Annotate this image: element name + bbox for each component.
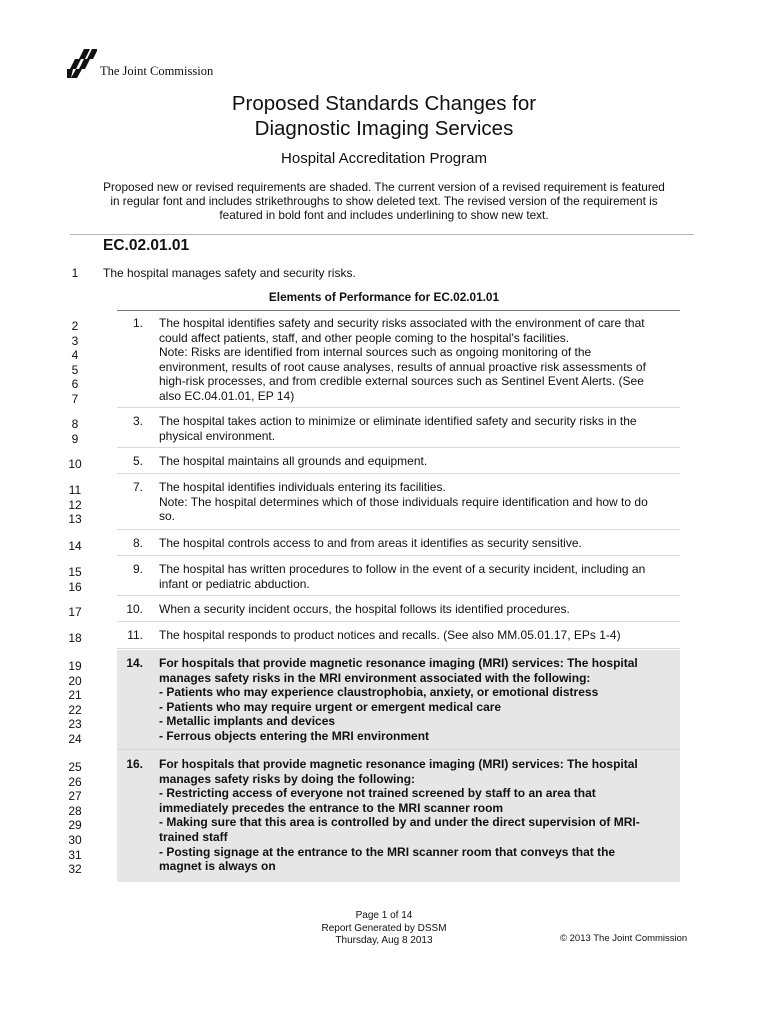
eop-text	[159, 628, 671, 643]
eop-text-line: manages safety risks by doing the following:	[159, 771, 416, 786]
eop-text	[159, 562, 671, 591]
program-subtitle: Hospital Accreditation Program	[281, 150, 487, 167]
eop-number: 1.	[132, 316, 143, 330]
line-number: 12	[68, 497, 82, 512]
eop-text	[159, 454, 671, 469]
line-number: 7	[71, 391, 79, 406]
eop-text	[159, 602, 671, 617]
eop-row-divider	[117, 529, 680, 530]
eop-text-line: so.	[159, 509, 176, 524]
line-numbers	[62, 539, 88, 554]
eop-text-line: manages safety risks in the MRI environment associated with the following:	[159, 670, 591, 685]
eop-row-divider	[117, 407, 680, 408]
page-number: Page 1 of 14	[355, 910, 413, 921]
eop-text-line: When a security incident occurs, the hospital follows its identified procedures.	[159, 602, 570, 616]
line-number: 2	[71, 319, 79, 333]
eop-text-line: - Restricting access of everyone not trained screened by staff to an area that	[159, 786, 596, 801]
eop-text-line: The hospital takes action to minimize or eliminate identified safety and security risks in the	[159, 414, 637, 428]
line-number: 14	[68, 539, 82, 553]
intro-line-3: featured in bold font and includes underlining to show new text.	[219, 208, 549, 223]
eop-text-line: - Ferrous objects entering the MRI environment	[159, 728, 430, 743]
eop-row-divider	[117, 473, 680, 474]
eop-text-line: high-risk processes, and from credible external sources such as Sentinel Event Alerts. (See	[159, 374, 644, 389]
eop-text-line: - Patients who may experience claustrophobia, anxiety, or emotional distress	[159, 685, 599, 700]
report-generated: Report Generated by DSSM	[321, 922, 447, 934]
line-number: 8	[71, 417, 79, 431]
eop-number: 7.	[132, 480, 143, 494]
eop-text-line: magnet is always on	[159, 859, 276, 874]
eop-row-divider	[117, 595, 680, 596]
line-number: 1	[71, 266, 79, 280]
intro-paragraph	[80, 180, 688, 223]
eop-number: 9.	[132, 562, 143, 576]
line-number: 18	[68, 631, 82, 645]
line-numbers	[62, 319, 88, 407]
eop-text	[159, 536, 671, 551]
eop-text-line: The hospital has written procedures to follow in the event of a security incident, including an	[159, 562, 646, 576]
copyright: © 2013 The Joint Commission	[560, 933, 688, 944]
line-number: 9	[71, 431, 79, 446]
line-number: 24	[68, 731, 82, 746]
line-number: 31	[68, 847, 82, 862]
eop-text-line: trained staff	[159, 829, 228, 844]
joint-commission-logo	[67, 49, 213, 79]
eop-text-line: For hospitals that provide magnetic resonance imaging (MRI) services: The hospital	[159, 656, 638, 670]
header-divider	[70, 234, 694, 235]
eop-text-line: The hospital controls access to and from areas it identifies as security sensitive.	[159, 536, 582, 550]
eop-text	[159, 656, 671, 744]
line-number: 13	[68, 512, 82, 527]
line-number: 29	[68, 818, 82, 833]
eop-row-divider	[117, 447, 680, 448]
line-numbers	[62, 760, 88, 877]
eop-row-divider	[117, 555, 680, 556]
eop-text	[159, 480, 671, 524]
line-number: 27	[68, 789, 82, 804]
eop-row-divider	[117, 621, 680, 622]
eop-text-line: - Patients who may require urgent or emergent medical care	[159, 699, 502, 714]
line-number: 6	[71, 377, 79, 392]
page-title	[0, 91, 768, 141]
line-number: 23	[68, 717, 82, 732]
logo-text: The Joint Commission	[100, 64, 214, 78]
eop-number: 11.	[127, 628, 143, 642]
line-number: 4	[71, 348, 79, 363]
eop-text-line: For hospitals that provide magnetic resonance imaging (MRI) services: The hospital	[159, 757, 638, 771]
line-number: 21	[68, 688, 82, 703]
title-line-2: Diagnostic Imaging Services	[254, 117, 514, 140]
title-line-1: Proposed Standards Changes for	[231, 92, 537, 115]
line-numbers	[62, 659, 88, 747]
eop-text-line: could affect patients, staff, and other people coming to the hospital's facilities.	[159, 330, 570, 345]
eop-text-line: physical environment.	[159, 428, 276, 443]
eop-text-line: - Making sure that this area is controlled by and under the direct supervision of MRI-	[159, 815, 640, 830]
line-numbers	[62, 605, 88, 620]
eop-title: Elements of Performance for EC.02.01.01	[268, 290, 500, 304]
line-number: 22	[68, 702, 82, 717]
eop-number: 3.	[132, 414, 143, 428]
eop-text-line: also EC.04.01.01, EP 14)	[159, 388, 295, 403]
line-numbers	[62, 457, 88, 472]
line-number: 17	[68, 605, 82, 619]
eop-number: 16.	[126, 757, 143, 771]
line-numbers	[62, 631, 88, 646]
line-number: 11	[68, 483, 82, 497]
intro-line-2: in regular font and includes strikethroughs to show deleted text. The revised version of the requirement is	[110, 194, 658, 209]
eop-row-divider	[117, 749, 680, 750]
eop-text-line: - Metallic implants and devices	[159, 714, 336, 729]
eop-text-line: infant or pediatric abduction.	[159, 576, 310, 591]
standard-statement: The hospital manages safety and security risks.	[103, 266, 356, 280]
eop-number: 10.	[126, 602, 143, 616]
eop-text-line: The hospital maintains all grounds and equipment.	[159, 454, 428, 468]
eop-text	[159, 757, 671, 874]
report-date: Thursday, Aug 8 2013	[335, 935, 433, 946]
line-number: 30	[68, 832, 82, 847]
eop-text-line: - Posting signage at the entrance to the MRI scanner room that conveys that the	[159, 844, 616, 859]
eop-text-line: Note: The hospital determines which of those individuals require identification and how to do	[159, 494, 648, 509]
line-number: 19	[68, 659, 82, 673]
eop-text	[159, 414, 671, 443]
line-number: 20	[68, 673, 82, 688]
eop-text-line: environment, results of root cause analyses, results of annual proactive risk assessments of	[159, 359, 646, 374]
eop-text-line: The hospital responds to product notices and recalls. (See also MM.05.01.17, EPs 1-4)	[159, 628, 621, 642]
line-numbers	[62, 483, 88, 527]
line-number: 3	[71, 333, 79, 348]
eop-number: 8.	[132, 536, 143, 550]
standard-code: EC.02.01.01	[103, 237, 190, 254]
joint-commission-logo-icon	[67, 49, 97, 79]
line-number: 15	[68, 565, 82, 579]
line-number: 5	[71, 362, 79, 377]
line-numbers	[62, 565, 88, 594]
line-number: 10	[68, 457, 82, 471]
line-number: 16	[68, 579, 82, 594]
line-number: 25	[68, 760, 82, 774]
line-number: 32	[68, 862, 82, 877]
eop-text-line: Note: Risks are identified from internal sources such as ongoing monitoring of the	[159, 345, 592, 360]
line-number: 28	[68, 803, 82, 818]
eop-divider	[117, 310, 680, 311]
eop-row-divider	[117, 648, 680, 649]
eop-number: 5.	[132, 454, 143, 468]
eop-text	[159, 316, 671, 404]
line-numbers	[62, 417, 88, 446]
eop-text-line: The hospital identifies individuals entering its facilities.	[159, 480, 446, 494]
eop-number: 14.	[126, 656, 143, 670]
intro-line-1: Proposed new or revised requirements are shaded. The current version of a revised requirement is featured	[103, 180, 665, 194]
eop-text-line: immediately precedes the entrance to the MRI scanner room	[159, 800, 504, 815]
line-number: 26	[68, 774, 82, 789]
eop-text-line: The hospital identifies safety and security risks associated with the environment of care that	[159, 316, 645, 330]
